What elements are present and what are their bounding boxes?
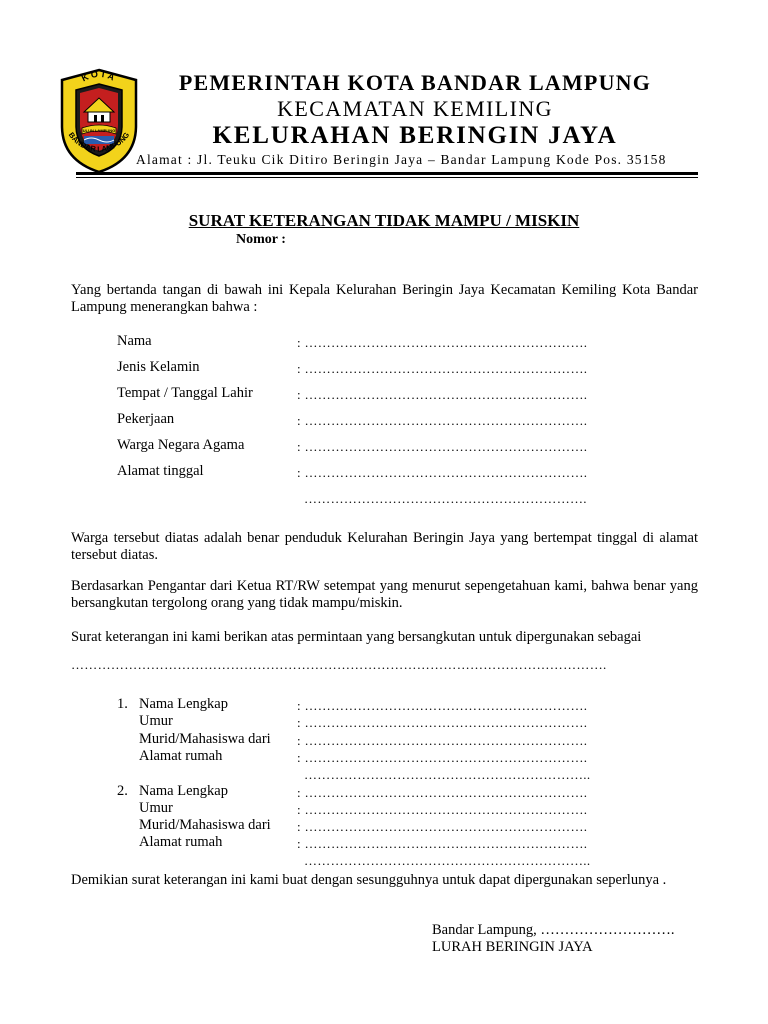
purpose-dots: …………………………………………………………………………………………………………. — [71, 657, 607, 672]
field-value-alamat-tinggal-extra: ………………………………………………………. — [304, 491, 587, 506]
field-label-alamat-tinggal: Alamat tinggal — [117, 463, 204, 479]
list2-value-alamat-rumah: : ………………………………………………………. — [297, 836, 588, 851]
list1-label-murid: Murid/Mahasiswa dari — [139, 731, 271, 747]
list2-label-umur: Umur — [139, 800, 173, 816]
signature-place-date: Bandar Lampung, ………………………. — [432, 922, 675, 938]
field-value-alamat-tinggal: : ………………………………………………………. — [297, 465, 588, 480]
intro-paragraph: Yang bertanda tangan di bawah ini Kepala Kelurahan Beringin Jaya Kecamatan Kemiling Kota Bandar Lampung menerangkan bahwa : — [71, 282, 698, 315]
list1-value-alamat-rumah: : ………………………………………………………. — [297, 750, 588, 765]
field-label-tempat-tanggal-lahir: Tempat / Tanggal Lahir — [117, 385, 253, 401]
logo-ribbon-text: ULUN LAMPUNG — [82, 128, 116, 133]
header-district: KECAMATAN KEMILING — [277, 96, 553, 121]
list1-label-alamat-rumah: Alamat rumah — [139, 748, 223, 764]
header-government: PEMERINTAH KOTA BANDAR LAMPUNG — [178, 70, 652, 95]
paragraph-reference: Berdasarkan Pengantar dari Ketua RT/RW setempat yang menurut sepengetahuan kami, bahwa benar yang bersangkutan tergolong orang yang tidak mampu/miskin. — [71, 578, 698, 611]
list2-value-umur: : ………………………………………………………. — [297, 802, 588, 817]
list-number-2: 2. — [117, 783, 128, 799]
list2-label-murid: Murid/Mahasiswa dari — [139, 817, 271, 833]
list1-value-nama-lengkap: : ………………………………………………………. — [297, 698, 588, 713]
field-value-tempat-tanggal-lahir: : ………………………………………………………. — [297, 387, 588, 402]
list2-label-nama-lengkap: Nama Lengkap — [139, 783, 228, 799]
header-subdistrict: KELURAHAN BERINGIN JAYA — [212, 122, 618, 149]
field-label-nama: Nama — [117, 333, 152, 349]
list-number-1: 1. — [117, 696, 128, 712]
closing-statement: Demikian surat keterangan ini kami buat dengan sesungguhnya untuk dapat dipergunakan seperlunya . — [71, 872, 667, 888]
paragraph-purpose: Surat keterangan ini kami berikan atas permintaan yang bersangkutan untuk dipergunakan sebagai — [71, 629, 642, 645]
list1-label-nama-lengkap: Nama Lengkap — [139, 696, 228, 712]
logo-bottom-text: BANDAR LAMPUNG — [66, 130, 132, 154]
field-value-nama: : ………………………………………………………. — [297, 335, 588, 350]
list1-label-umur: Umur — [139, 713, 173, 729]
list1-value-umur: : ………………………………………………………. — [297, 715, 588, 730]
logo-top-text: KOTA — [79, 68, 119, 84]
field-value-warga-negara-agama: : ………………………………………………………. — [297, 439, 588, 454]
list1-value-murid: : ………………………………………………………. — [297, 733, 588, 748]
paragraph-resident: Warga tersebut diatas adalah benar penduduk Kelurahan Beringin Jaya yang bertempat tinggal di alamat tersebut diatas. — [71, 530, 698, 563]
header-divider-thick — [76, 172, 698, 175]
city-emblem-logo — [58, 66, 140, 174]
header-address: Alamat : Jl. Teuku Cik Ditiro Beringin Jaya – Bandar Lampung Kode Pos. 35158 — [136, 152, 667, 167]
list2-value-nama-lengkap: : ………………………………………………………. — [297, 785, 588, 800]
field-label-warga-negara-agama: Warga Negara Agama — [117, 437, 245, 453]
field-value-jenis-kelamin: : ………………………………………………………. — [297, 361, 588, 376]
signature-title: LURAH BERINGIN JAYA — [432, 939, 593, 955]
document-number-label: Nomor : — [236, 232, 286, 247]
field-label-pekerjaan: Pekerjaan — [117, 411, 175, 427]
list1-value-alamat-extra: ……………………………………………………….. — [304, 767, 591, 782]
list2-label-alamat-rumah: Alamat rumah — [139, 834, 223, 850]
list2-value-murid: : ………………………………………………………. — [297, 819, 588, 834]
field-label-jenis-kelamin: Jenis Kelamin — [117, 359, 200, 375]
field-value-pekerjaan: : ………………………………………………………. — [297, 413, 588, 428]
document-title: SURAT KETERANGAN TIDAK MAMPU / MISKIN — [188, 211, 580, 230]
list2-value-alamat-extra: ……………………………………………………….. — [304, 853, 591, 868]
header-divider-thin — [76, 177, 698, 178]
